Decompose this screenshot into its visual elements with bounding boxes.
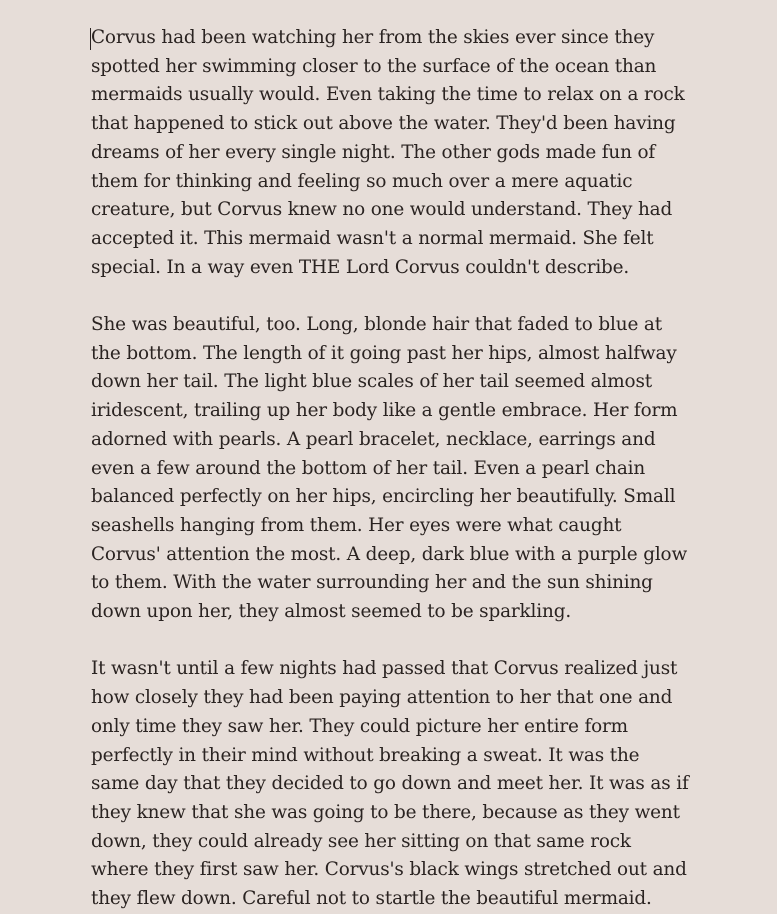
text-caret (90, 28, 91, 50)
paragraph-2[interactable]: She was beautiful, too. Long, blonde hair that faded to blue at the bottom. The length of it going past her hips, almost halfway down her tail. The light blue scales of her tail seemed almost iridescent, trailing up her body like a gentle embrace. Her form adorned with pearls. A pearl bracelet, necklace, earrings and even a few around the bottom of her tail. Even a pearl chain balanced perfectly on her hips, encircling her beautifully. Small seashells hanging from them. Her eyes were what caught Corvus' attention the most. A deep, dark blue with a purple glow to them. With the water surrounding her and the sun shining down upon her, they almost seemed to be sparkling. (91, 314, 688, 623)
paragraph-1[interactable]: Corvus had been watching her from the skies ever since they spotted her swimming closer to the surface of the ocean than mermaids usually would. Even taking the time to relax on a rock that happened to stick out above the water. They'd been having dreams of her every single night. The other gods made fun of them for thinking and feeling so much over a mere aquatic creature, but Corvus knew no one would understand. They had accepted it. This mermaid wasn't a normal mermaid. She felt special. In a way even THE Lord Corvus couldn't describe. (91, 27, 685, 278)
paragraph-3[interactable]: It wasn't until a few nights had passed that Corvus realized just how closely they had been paying attention to her that one and only time they saw her. They could picture her entire form perfectly in their mind without breaking a sweat. It was the same day that they decided to go down and meet her. It was as if they knew that she was going to be there, because as they went down, they could already see her sitting on that same rock where they first saw her. Corvus's black wings stretched out and they flew down. Careful not to startle the beautiful mermaid. (91, 658, 689, 910)
text-editor[interactable] (91, 24, 691, 914)
